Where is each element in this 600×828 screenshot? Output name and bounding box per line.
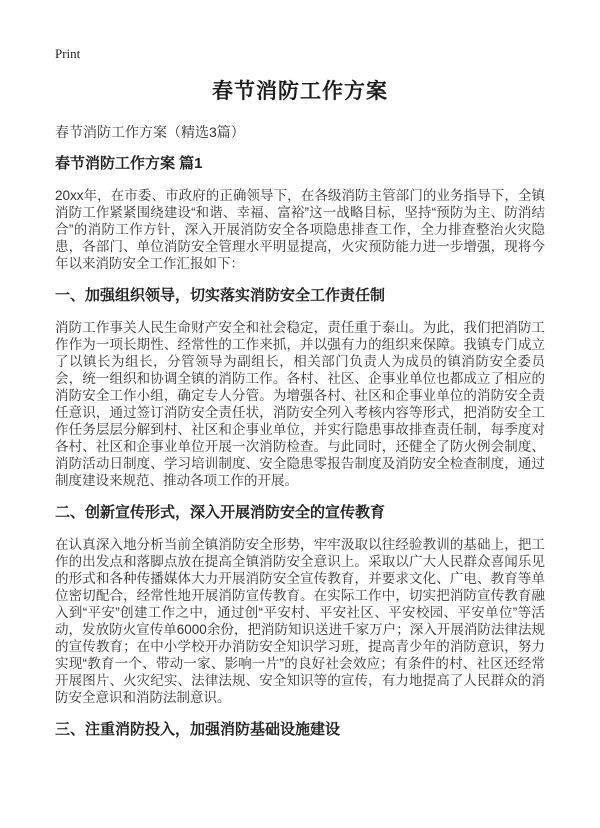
document-subtitle: 春节消防工作方案（精选3篇）: [55, 124, 245, 141]
paragraph-section-2: 在认真深入地分析当前全镇消防安全形势，牢牢汲取以往经验教训的基础上，把工作的出发点和落脚点放在提高全镇消防安全意识上。采取以广大人民群众喜闻乐见的形式和各种传播媒体大力开展消防安全宣传教育，并要求文化、广电、教育等单位密切配合，经常性地开展消防宣传教育。在实际工作中，切实把消防宣传教育融入到“平安”创建工作之中，通过创“平安村、平安社区、平安校园、平安单位”等活动，发放防火宣传单6000余份，把消防知识送进千家万户；深入开展消防法律法规的宣传教育；在中小学校开办消防安全知识学习班，提高青少年的消防意识，努力实现“教育一个、带动一家、影响一片”的良好社会效应；有条件的村、社区还经常开展图片、火灾纪实、法律法规、安全知识等的宣传，有力地提高了人民群众的消防安全意识和消防法制意识。: [55, 537, 545, 706]
section-heading-3: 三、注重消防投入，加强消防基础设施建设: [55, 721, 341, 739]
document-title: 春节消防工作方案: [212, 80, 388, 103]
print-button[interactable]: Print: [55, 46, 81, 61]
part-1-title: 春节消防工作方案 篇1: [55, 155, 203, 173]
paragraph-section-1: 消防工作事关人民生命财产安全和社会稳定，责任重于泰山。为此，我们把消防工作作为一项长期性、经常性的工作来抓，并以强有力的组织来保障。我镇专门成立了以镇长为组长，分管领导为副组长，相关部门负责人为成员的镇消防安全委员会，统一组织和协调全镇的消防工作。各村、社区、企事业单位也都成立了相应的消防安全工作小组，确定专人分管。为增强各村、社区和企事业单位的消防安全责任意识，通过签订消防安全责任状，消防安全列入考核内容等形式，把消防安全工作任务层层分解到村、社区和企事业单位，并实行隐患事故排查责任制，每季度对各村、社区和企事业单位开展一次消防检查。与此同时，还健全了防火例会制度、消防活动日制度、学习培训制度、安全隐患零报告制度及消防安全检查制度，通过制度建设来规范、推动各项工作的开展。: [55, 320, 545, 489]
paragraph-intro: 20xx年，在市委、市政府的正确领导下，在各级消防主管部门的业务指导下，全镇消防工作紧紧围绕建设“和谐、幸福、富裕”这一战略目标，坚持“预防为主、防消结合”的消防工作方针，深入开展消防安全各项隐患排查工作，全力排查整治火灾隐患，各部门、单位消防安全管理水平明显提高，火灾预防能力进一步增强，现将今年以来消防安全工作汇报如下：: [55, 188, 545, 272]
section-heading-1: 一、加强组织领导，切实落实消防安全工作责任制: [55, 287, 386, 305]
section-heading-2: 二、创新宣传形式，深入开展消防安全的宣传教育: [55, 504, 386, 522]
